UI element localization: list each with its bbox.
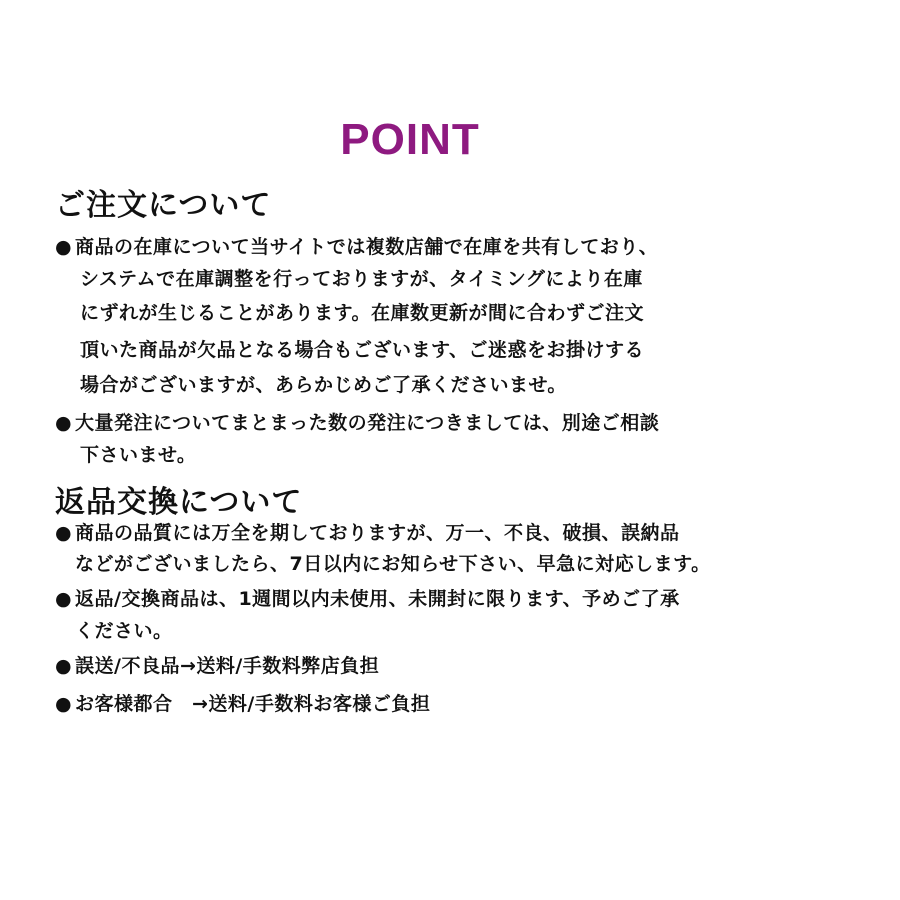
order-item-1-line-2: システムで在庫調整を行っておりますが、タイミングにより在庫	[80, 268, 643, 290]
order-item-2-line-1: ● 大量発注についてまとまった数の発注につきましては、別途ご相談	[55, 412, 660, 434]
bullet-icon: ●	[55, 693, 73, 715]
order-item-1-line-3: にずれが生じることがあります。在庫数更新が間に合わずご注文	[80, 302, 644, 324]
returns-item-3: ● 誤送/不良品→送料/手数料弊店負担	[55, 655, 380, 677]
bullet-icon: ●	[55, 655, 73, 677]
order-item-1-line-4: 頂いた商品が欠品となる場合もございます、ご迷惑をお掛けする	[80, 339, 644, 361]
section-heading-order: ご注文について	[55, 188, 272, 223]
bullet-icon: ●	[55, 412, 73, 434]
returns-item-1-line-2: などがございましたら、7日以内にお知らせ下さい、早急に対応します。	[75, 553, 711, 575]
order-item-1-line-1: ● 商品の在庫について当サイトでは複数店舗で在庫を共有しており、	[55, 236, 659, 258]
bullet-icon: ●	[55, 522, 73, 544]
bullet-icon: ●	[55, 588, 73, 610]
section-heading-returns: 返品交換について	[55, 485, 303, 520]
returns-item-2-line-2: ください。	[75, 620, 173, 642]
returns-item-2-line-1: ● 返品/交換商品は、1週間以内未使用、未開封に限ります、予めご了承	[55, 588, 680, 610]
bullet-icon: ●	[55, 236, 73, 258]
returns-item-1-line-1: ● 商品の品質には万全を期しておりますが、万一、不良、破損、誤納品	[55, 522, 680, 544]
page-title: POINT	[340, 115, 480, 164]
order-item-1-line-5: 場合がございますが、あらかじめご了承くださいませ。	[80, 374, 567, 396]
order-item-2-line-2: 下さいませ。	[80, 444, 197, 466]
returns-item-4: ● お客様都合 →送料/手数料お客様ご負担	[55, 693, 431, 715]
